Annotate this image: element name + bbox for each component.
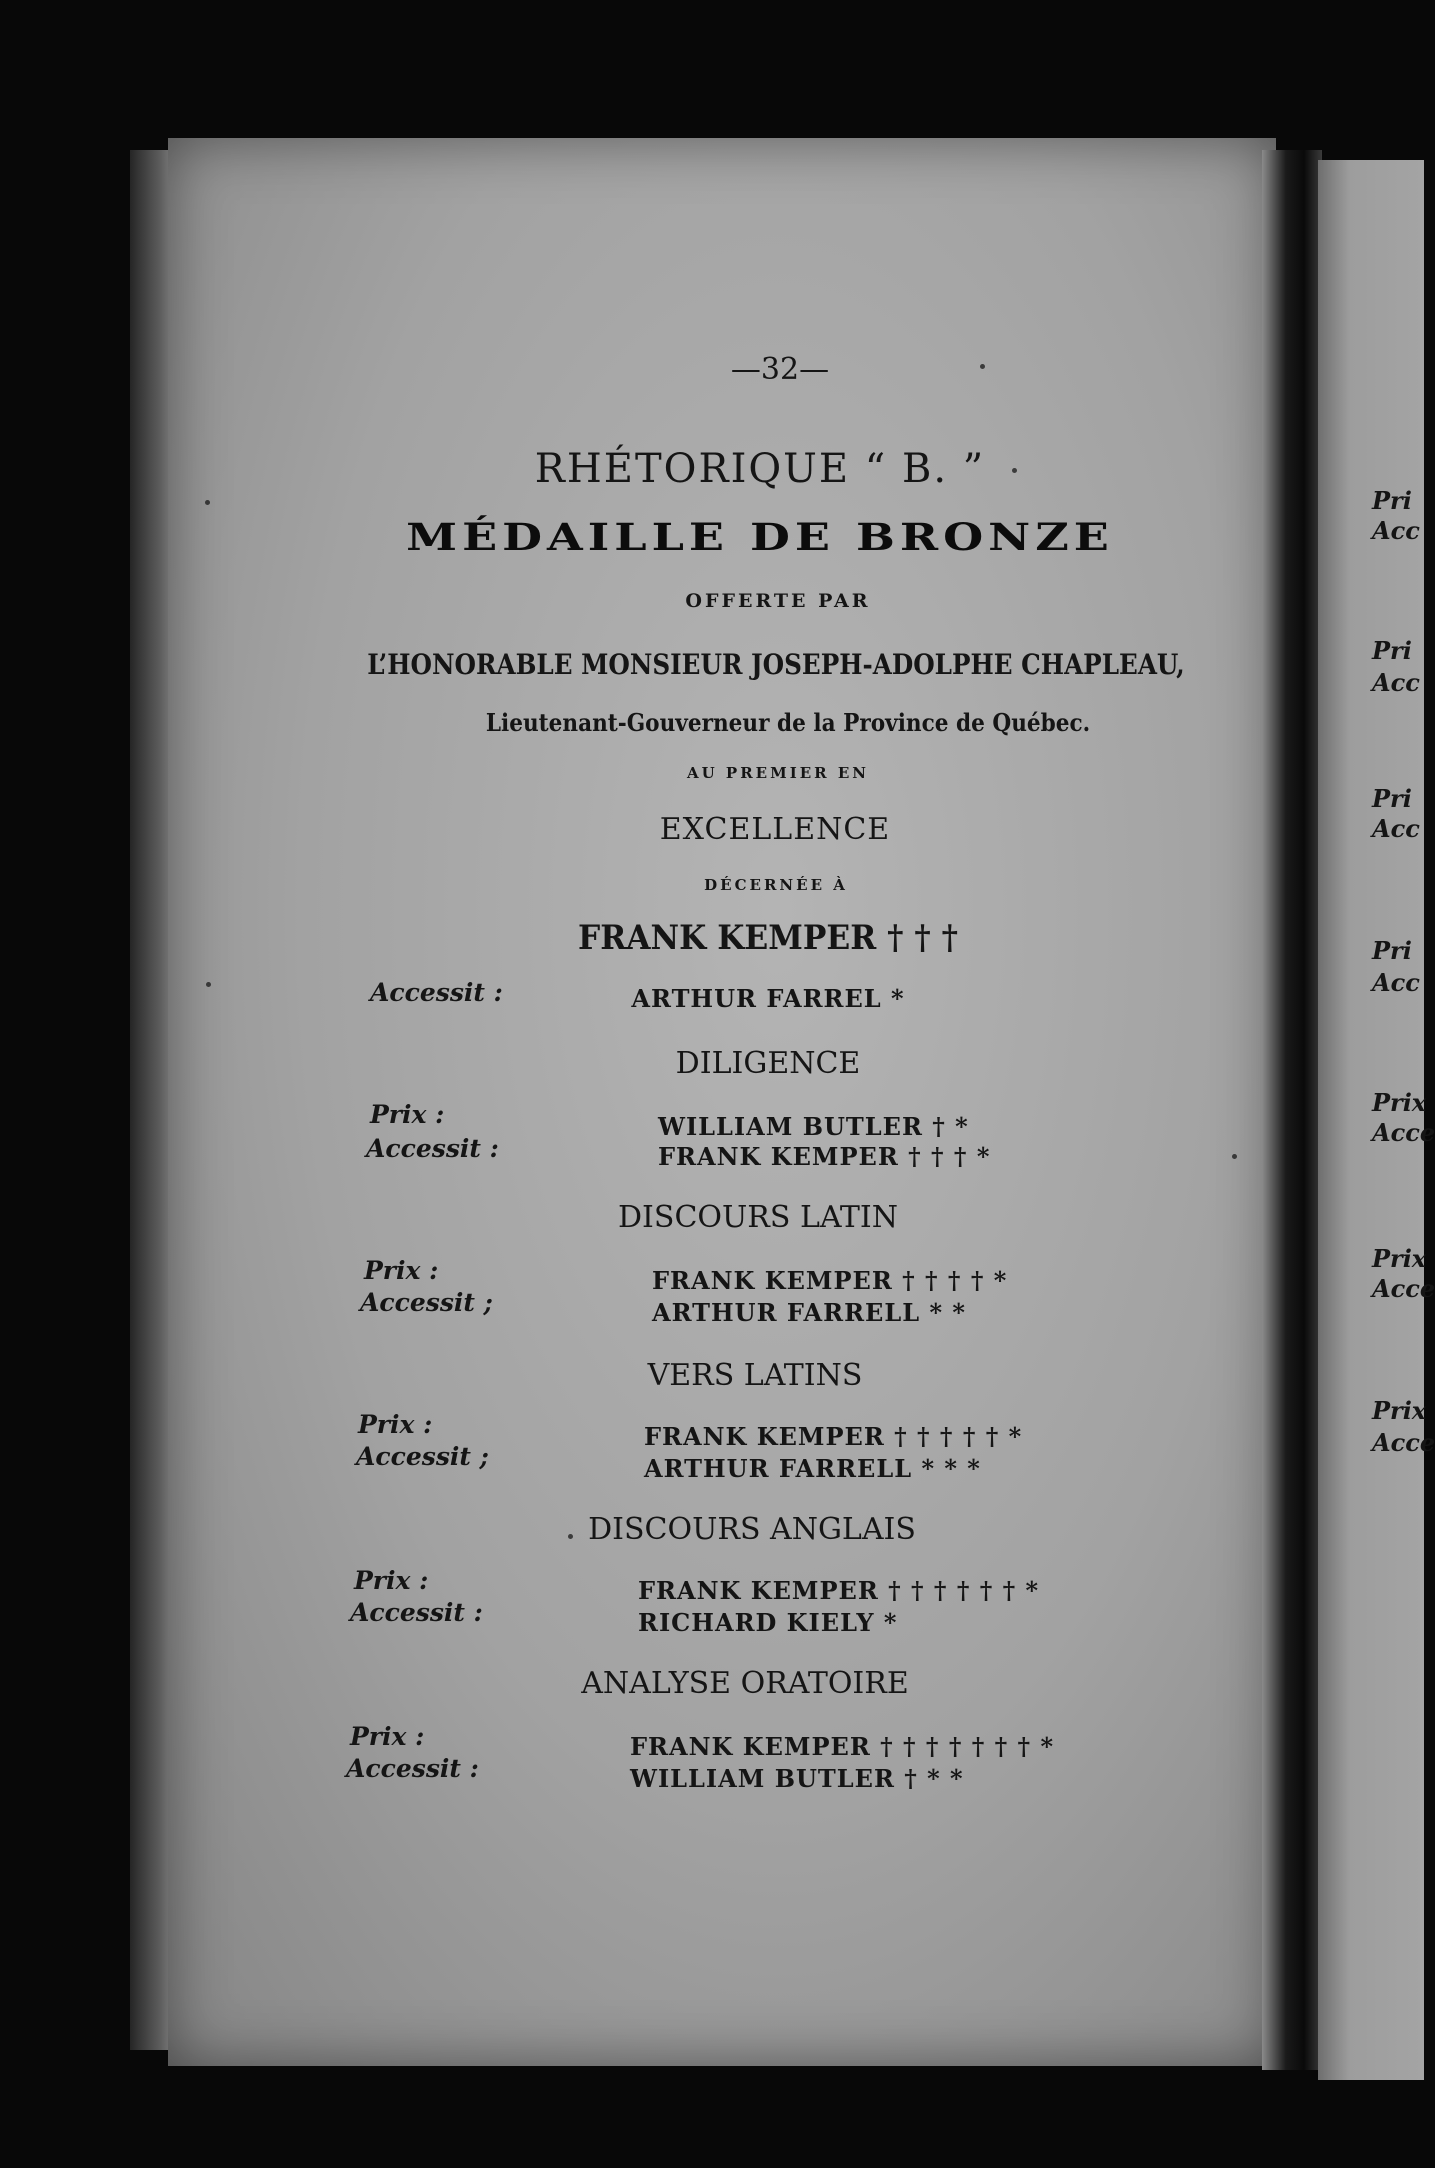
donor-name: L’HONORABLE MONSIEUR JOSEPH-ADOLPHE CHAPLEAU, (367, 648, 1185, 681)
accessit-winner: WILLIAM BUTLER † * * (630, 1764, 964, 1793)
medal-heading: MÉDAILLE DE BRONZE (406, 514, 1114, 560)
facing-page-fragment: Prix (1372, 1396, 1427, 1425)
page-number: —32— (730, 352, 830, 387)
accessit-winner: FRANK KEMPER † † † * (658, 1142, 991, 1171)
facing-page-fragment: Acc (1372, 968, 1420, 997)
facing-page-fragment: Prix (1372, 1088, 1427, 1117)
prix-winner: FRANK KEMPER † † † † † † * (638, 1576, 1040, 1605)
accessit-name: ARTHUR FARREL * (631, 984, 905, 1013)
prix-label: Prix : (364, 1256, 439, 1285)
accessit-label: Accessit : (370, 978, 503, 1007)
prix-winner: FRANK KEMPER † † † † † † † * (630, 1732, 1055, 1761)
category-title: DISCOURS LATIN (617, 1200, 899, 1235)
accessit-label: Accessit ; (360, 1288, 493, 1317)
dust-speck (1012, 468, 1017, 473)
category-title: DISCOURS ANGLAIS (588, 1512, 916, 1547)
medal-winner: FRANK KEMPER † † † (578, 918, 958, 958)
excellence-subject: EXCELLENCE (659, 812, 891, 847)
facing-page-fragment: Acc (1372, 516, 1420, 545)
prix-winner: FRANK KEMPER † † † † * (652, 1266, 1008, 1295)
prix-label: Prix : (350, 1722, 425, 1751)
dust-speck (205, 500, 210, 505)
accessit-label: Accessit : (350, 1598, 483, 1627)
facing-page-fragment: Acce (1372, 1274, 1435, 1303)
prix-label: Prix : (358, 1410, 433, 1439)
facing-page-fragment: Acc (1372, 668, 1420, 697)
prix-winner: WILLIAM BUTLER † * (658, 1112, 969, 1141)
accessit-winner: ARTHUR FARRELL * * (652, 1298, 966, 1327)
category-title: VERS LATINS (647, 1358, 863, 1393)
facing-page-fragment: Acce (1372, 1428, 1435, 1457)
awarded-to-line: DÉCERNÉE À (704, 876, 848, 894)
facing-page-fragment: Pri (1372, 486, 1412, 515)
donor-title: Lieutenant-Gouverneur de la Province de Québec. (485, 708, 1091, 737)
accessit-label: Accessit ; (356, 1442, 489, 1471)
dust-speck (568, 1534, 573, 1539)
facing-page-fragment: Pri (1372, 784, 1412, 813)
prix-label: Prix : (370, 1100, 445, 1129)
category-title: ANALYSE ORATOIRE (581, 1666, 909, 1701)
section-title: RHÉTORIQUE “ B. ” (534, 446, 986, 492)
facing-page-fragment: Pri (1372, 636, 1412, 665)
category-title: DILIGENCE (675, 1046, 861, 1081)
dust-speck (1232, 1154, 1237, 1159)
facing-page-fragment: Acce (1372, 1118, 1435, 1147)
facing-page-fragment: Acc (1372, 814, 1420, 843)
accessit-winner: RICHARD KIELY * (638, 1608, 898, 1637)
prix-winner: FRANK KEMPER † † † † † * (644, 1422, 1023, 1451)
prix-label: Prix : (354, 1566, 429, 1595)
facing-page-fragment: Prix (1372, 1244, 1427, 1273)
book-gutter (1262, 150, 1322, 2070)
first-in-line: AU PREMIER EN (686, 764, 870, 782)
accessit-label: Accessit : (366, 1134, 499, 1163)
dust-speck (206, 982, 211, 987)
facing-page-fragment: Pri (1372, 936, 1412, 965)
accessit-winner: ARTHUR FARRELL * * * (644, 1454, 981, 1483)
dust-speck (980, 364, 985, 369)
offered-by-line: OFFERTE PAR (685, 590, 871, 612)
accessit-label: Accessit : (346, 1754, 479, 1783)
